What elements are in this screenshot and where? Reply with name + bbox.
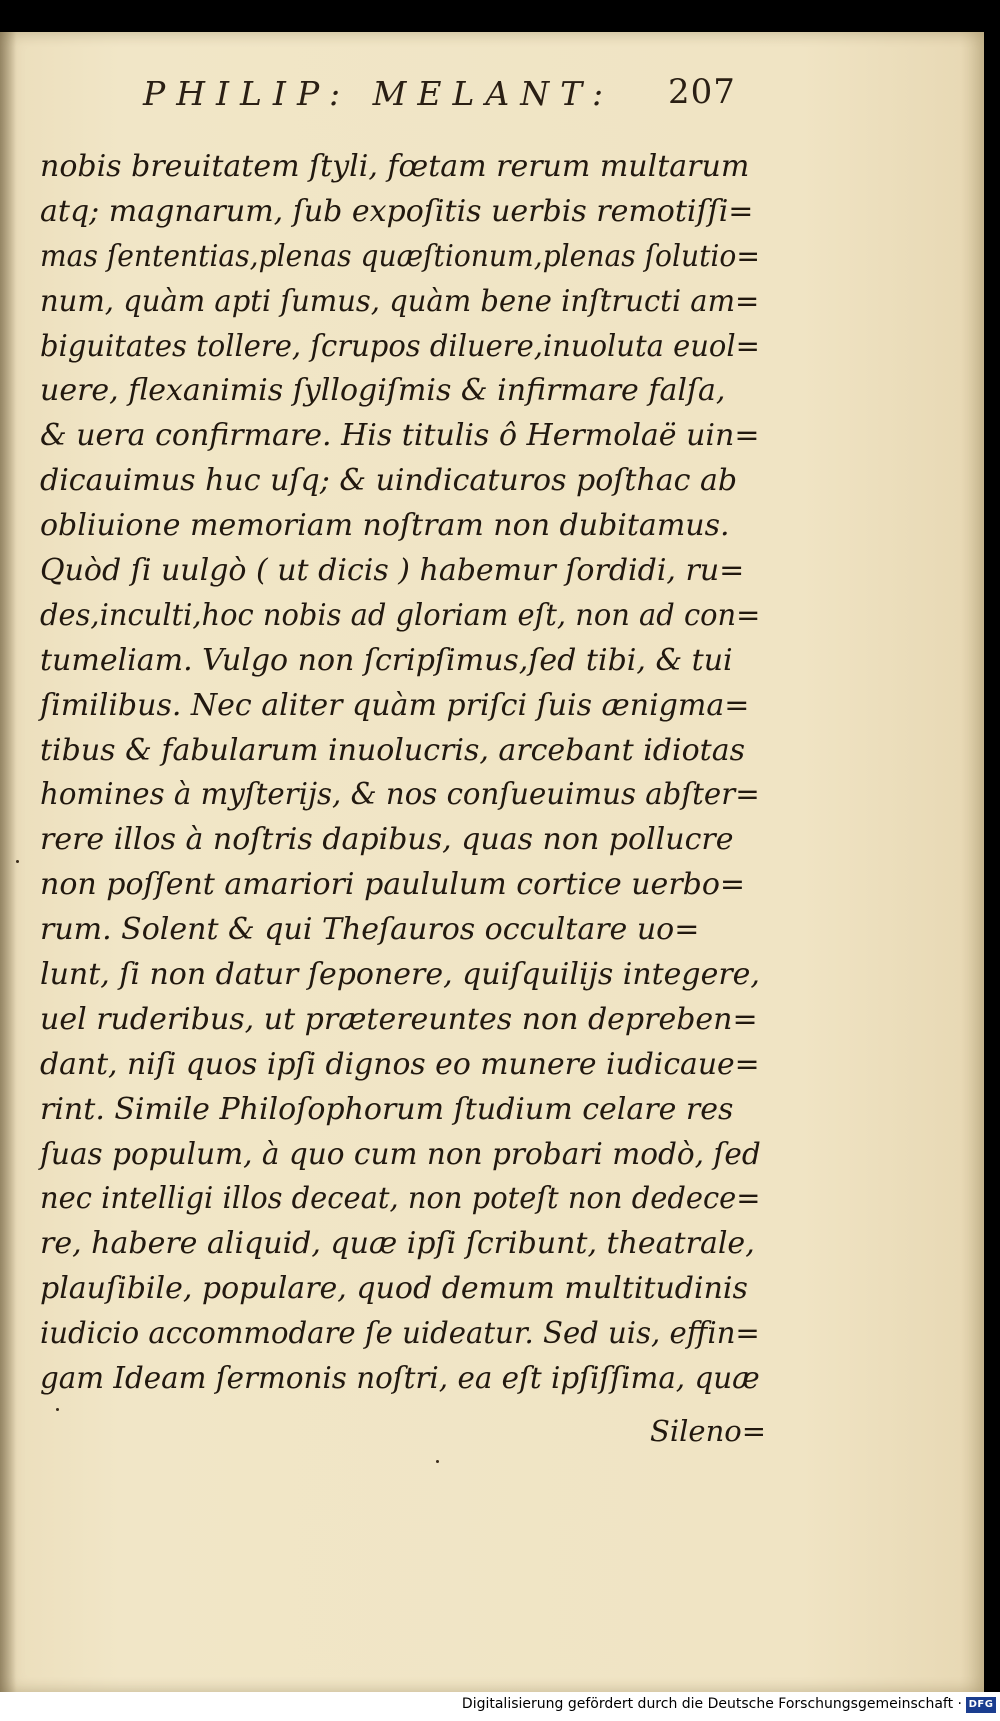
text-line: biguitates tollere, ſcrupos diluere,inuoluta euol=	[40, 328, 760, 364]
text-line: tumeliam. Vulgo non ſcripſimus,ſed tibi, & tui	[40, 642, 733, 678]
text-line: rint. Simile Philoſophorum ſtudium celare res	[40, 1091, 734, 1127]
text-line: uere, flexanimis ſyllogiſmis & infirmare falſa,	[40, 373, 726, 409]
text-line: tibus & fabularum inuolucris, arcebant idiotas	[40, 732, 745, 768]
text-line: num, quàm apti ſumus, quàm bene inſtructi am=	[40, 283, 760, 319]
page-header	[0, 74, 984, 128]
text-line: ſuas populum, à quo cum non probari modò, ſed	[40, 1136, 761, 1172]
text-line: & uera confirmare. His titulis ô Hermolaë uin=	[40, 418, 760, 454]
margin-speck	[56, 1408, 59, 1411]
page-gutter-shadow	[0, 32, 16, 1692]
text-line: iudicio accommodare ſe uideatur. Sed uis, effin=	[40, 1316, 760, 1352]
dfg-logo: DFG	[966, 1697, 996, 1713]
text-line: homines à myſterijs, & nos conſueuimus abſter=	[40, 777, 760, 813]
text-line: rere illos à noſtris dapibus, quas non pollucre	[40, 822, 734, 858]
text-line: rum. Solent & qui Theſauros occultare uo=	[40, 912, 700, 948]
book-page	[0, 32, 984, 1692]
text-line: des,inculti,hoc nobis ad gloriam eſt, non ad con=	[40, 597, 761, 633]
margin-speck	[436, 1460, 439, 1463]
text-line: dant, niſi quos ipſi dignos eo munere iudicaue=	[40, 1046, 760, 1082]
running-head: PHILIP: MELANT:	[143, 74, 615, 113]
page-number: 207	[668, 72, 736, 112]
text-line: nec intelligi illos deceat, non poteſt non dedece=	[40, 1181, 761, 1217]
text-line: mas ſententias,plenas quæſtionum,plenas ſolutio=	[40, 238, 760, 274]
text-line: non poſſent amariori paululum cortice uerbo=	[40, 867, 746, 903]
text-line: Quòd ſi uulgò ( ut dicis ) habemur ſordidi, ru=	[40, 553, 745, 589]
text-line: gam Ideam ſermonis noſtri, ea eſt ipſiſſima, quæ	[40, 1361, 760, 1397]
text-line: lunt, ſi non datur ſeponere, quiſquilijs integere,	[40, 957, 760, 993]
body-text	[40, 145, 760, 1402]
text-line: nobis breuitatem ſtyli, fœtam rerum multarum	[40, 149, 750, 184]
digitization-footer	[0, 1692, 1000, 1721]
text-line: re, habere aliquid, quæ ipſi ſcribunt, theatrale,	[40, 1226, 755, 1262]
digitization-notice: Digitalisierung gefördert durch die Deutsche Forschungsgemeinschaft ·	[461, 1696, 962, 1712]
text-line: obliuione memoriam noſtram non dubitamus.	[40, 508, 730, 544]
text-line: atq; magnarum, ſub expoſitis uerbis remotiſſi=	[40, 193, 754, 229]
text-line: plauſibile, populare, quod demum multitudinis	[40, 1271, 748, 1307]
margin-speck	[16, 860, 19, 863]
text-line: ſimilibus. Nec aliter quàm priſci ſuis ænigma=	[40, 687, 750, 723]
text-line: uel ruderibus, ut prætereuntes non depreben=	[40, 1001, 758, 1037]
text-line: dicauimus huc uſq; & uindicaturos poſthac ab	[40, 463, 738, 499]
catchword: Sileno=	[650, 1414, 767, 1448]
